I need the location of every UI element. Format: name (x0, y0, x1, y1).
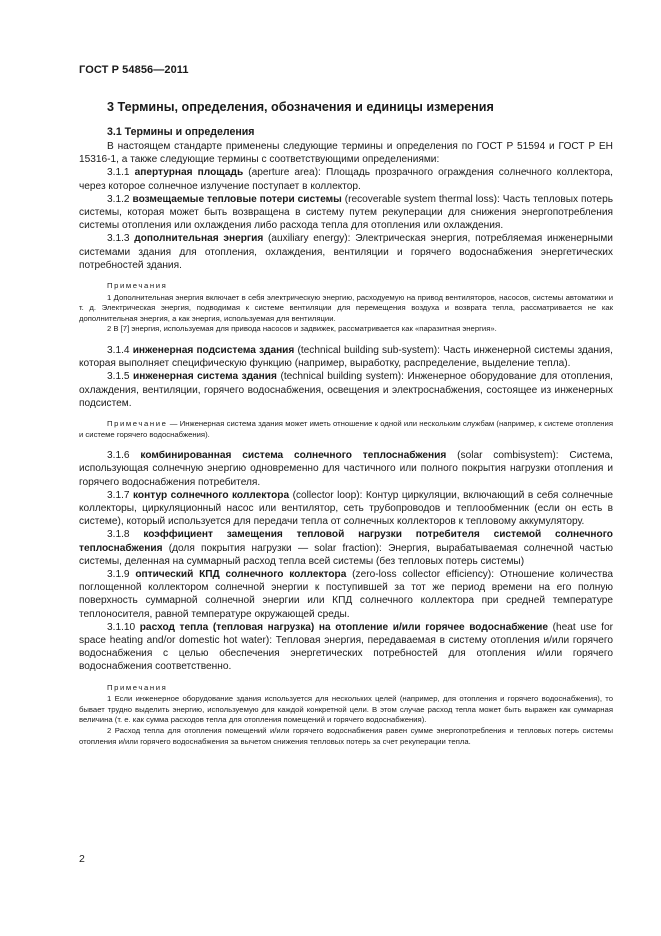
subsection-title: 3.1 Термины и определения (107, 126, 255, 138)
term-definition: (zero-loss collector efficiency): Отношение количества поглощенной коллектором солнечной энергии к поступившей за тот же период времени на его полную поверхность суммарной солнечной энергии или КПД солнечного коллектора при средней температуре теплоносителя, равной температуре окружающей среды. (79, 569, 613, 620)
term-definition: (solar combisystem): Система, использующая солнечную энергию одновременно для частичного или полного покрытия нагрузки отопления и горячего водоснабжения потребителя. (79, 450, 613, 488)
term-definition: (auxiliary energy): Электрическая энергия, потребляемая инженерными системами здания для отопления, охлаждения, вентиляции и горячего водоснабжения энергетических потребностей здания. (79, 233, 613, 271)
note-item: 2 Расход тепла для отопления помещений и/или горячего водоснабжения равен сумме энергопотребления и тепловых потерь системы отопления и/или горячего водоснабжения за вычетом снижения тепловых потерь за счет рекуперации тепла. (79, 726, 613, 746)
term-number: 3.1.8 (107, 529, 130, 541)
term-3-1-4 (79, 344, 613, 370)
term-number: 3.1.5 (107, 371, 130, 383)
term-3-1-6 (79, 449, 613, 489)
term-name: комбинированная система солнечного теплоснабжения (140, 450, 447, 462)
term-name: расход тепла (тепловая нагрузка) на отопление и/или горячее водоснабжение (139, 621, 548, 633)
term-number: 3.1.2 (107, 193, 130, 205)
term-3-1-8 (79, 528, 613, 568)
note-item: 2 В [7] энергия, используемая для привода насосов и задвижек, рассматривается как «паразитная энергия». (107, 324, 497, 334)
intro-paragraph: В настоящем стандарте применены следующие термины и определения по ГОСТ Р 51594 и ГОСТ Р ЕН 15316-1, а также следующие термины с соответствующими определениями: (79, 141, 613, 166)
term-3-1-5 (79, 370, 613, 410)
notes-block-1 (79, 281, 613, 335)
term-definition: (technical building system): Инженерное оборудование для отопления, охлаждения, вентиляции, горячего водоснабжения, освещения и электроснабжения, состоящее из инженерных подсистем. (79, 371, 613, 409)
notes-block-2 (79, 419, 613, 440)
term-definition: (collector loop): Контур циркуляции, включающий в себя солнечные коллекторы, циркуляционный насос или вентилятор, сеть трубопроводов и теплообменник (если он есть в системе), который используется для передачи тепла от солнечных коллекторов к тепловому аккумулятору. (79, 489, 613, 528)
term-name: инженерная подсистема здания (132, 345, 295, 356)
term-name: коэффициент замещения тепловой нагрузки потребителя системой солнечного теплоснабжения (79, 529, 613, 554)
term-definition: (aperture area): Площадь прозрачного ограждения солнечного коллектора, через которое солнечное излучение поступает в коллектор. (79, 167, 613, 192)
term-3-1-3 (79, 232, 613, 272)
term-number: 3.1.3 (107, 233, 130, 245)
term-definition: (heat use for space heating and/or domestic hot water): Тепловая энергия, передаваемая в систему отопления и/или горячего водоснабжения с целью обеспечения энергетических потребностей для отопления и/или горячего водоснабжения соответственно. (79, 621, 613, 673)
term-name: апертурная площадь (134, 167, 244, 179)
term-3-1-9 (79, 568, 613, 621)
notes-heading: Примечания (107, 682, 168, 692)
notes-heading: Примечания (107, 281, 168, 291)
term-number: 3.1.4 (107, 345, 130, 356)
term-number: 3.1.1 (107, 167, 130, 179)
term-number: 3.1.10 (107, 621, 136, 633)
section-title: 3 Термины, определения, обозначения и единицы измерения (107, 100, 494, 114)
term-name: дополнительная энергия (134, 233, 264, 245)
term-3-1-2 (79, 193, 613, 233)
term-3-1-7 (79, 489, 613, 529)
term-definition: (доля покрытия нагрузки — solar fraction): Энергия, вырабатываемая солнечной частью системы, деленная на суммарный расход тепла всей системы (без тепловых потерь системы) (79, 542, 613, 567)
term-number: 3.1.9 (107, 569, 130, 581)
document-body (79, 140, 613, 756)
document-header: ГОСТ Р 54856—2011 (79, 64, 189, 76)
notes-block-3 (79, 683, 613, 748)
term-definition: (recoverable system thermal loss): Часть тепловых потерь системы, которая может быть возвращена в систему путем рекуперации для снижения энергопотребления системы отопления или охлаждения либо расхода тепла для отопления или охлаждения. (79, 193, 613, 232)
term-number: 3.1.7 (107, 489, 130, 501)
term-name: возмещаемые тепловые потери системы (132, 193, 342, 205)
term-3-1-1 (79, 166, 613, 192)
note-label: Примечание (107, 419, 168, 429)
note-item (79, 419, 613, 440)
note-text: — Инженерная система здания может иметь отношение к одной или нескольким службам (например, к системе отопления и системе горячего водоснабжения). (79, 419, 613, 439)
page-number: 2 (79, 853, 85, 865)
note-item: 1 Если инженерное оборудование здания используется для нескольких целей (например, для отопления и горячего водоснабжения), то бывает трудно выделить энергию, используемую для каждой конкретной цели. В этом случае расход тепла может быть выражен как суммарная величина (т. е. как сумма расходов тепла для отопления помещений и горячего водоснабжения). (79, 694, 613, 725)
note-item: 1 Дополнительная энергия включает в себя электрическую энергию, расходуемую на привод вентиляторов, насосов, системы автоматики и т. д. Электрическая энергия, подводимая к системе вентиляции для перемещения воздуха и возврата тепла, рассматривается не как дополнительная энергия, а как энергия, используемая для вентиляции. (79, 292, 613, 323)
term-number: 3.1.6 (107, 450, 130, 462)
term-name: оптический КПД солнечного коллектора (135, 569, 347, 581)
term-name: инженерная система здания (133, 371, 277, 383)
term-3-1-10 (79, 621, 613, 674)
term-name: контур солнечного коллектора (133, 489, 290, 501)
term-definition: (technical building sub-system): Часть инженерной системы здания, которая выполняет специфическую функцию (например, выработку, распределение, выделение тепла). (79, 345, 613, 370)
